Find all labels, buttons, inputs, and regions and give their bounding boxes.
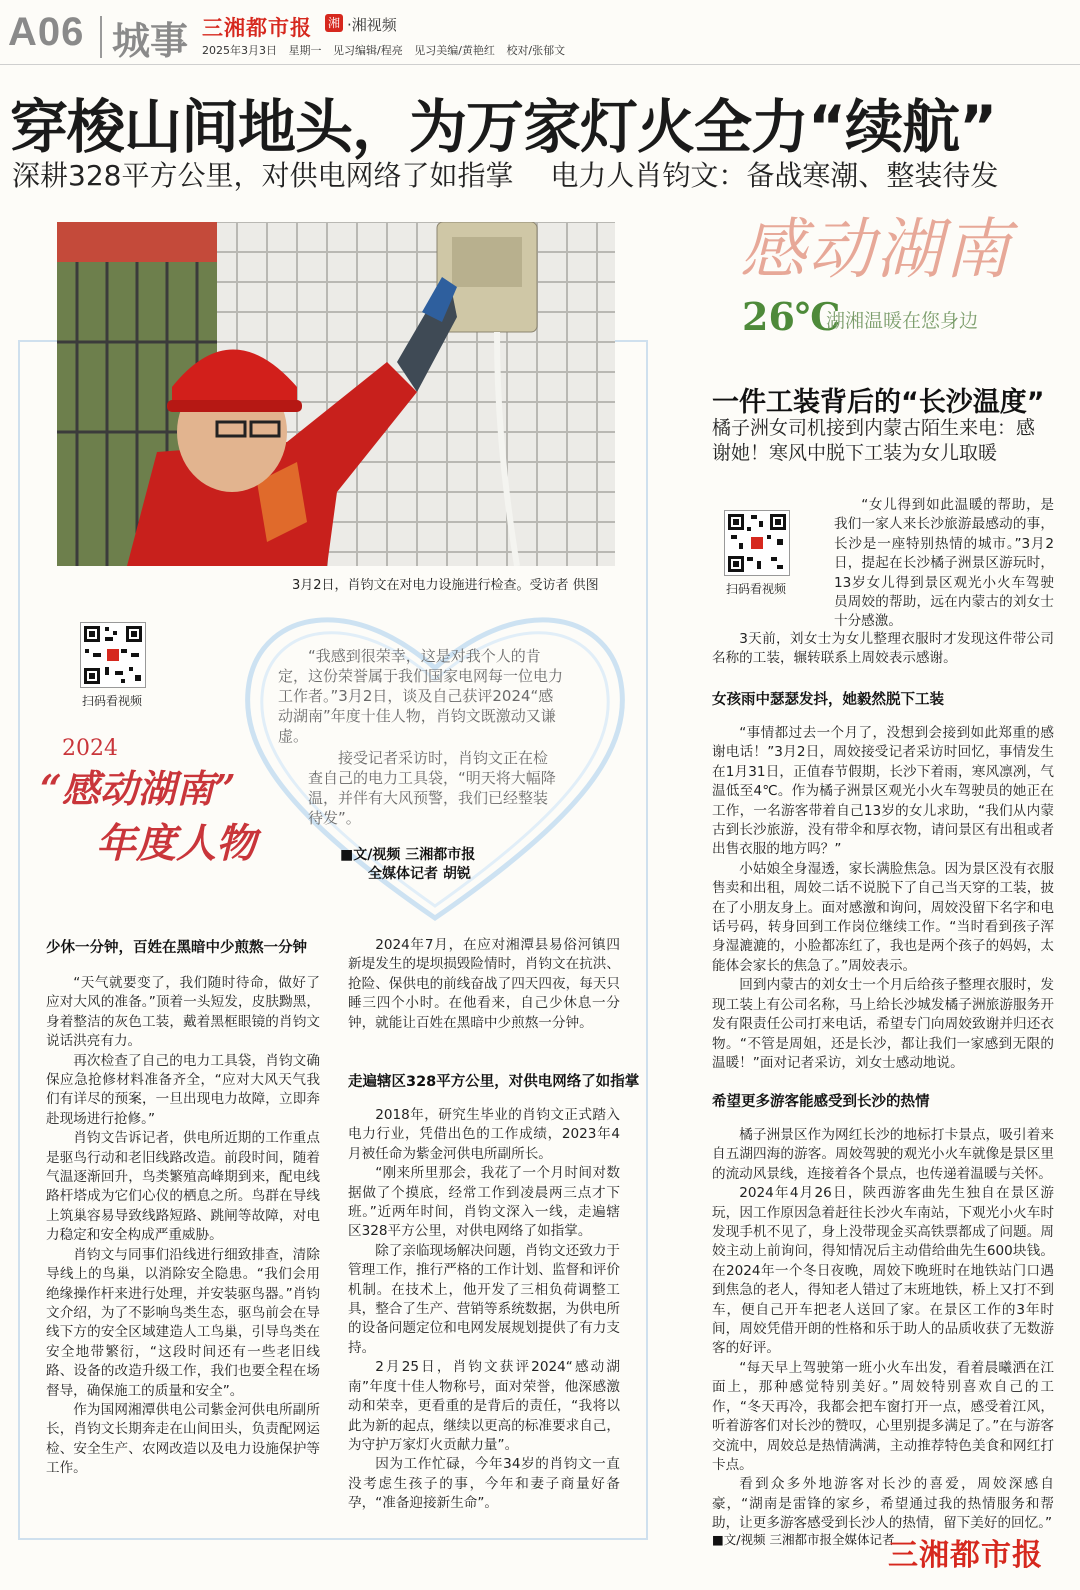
paragraph: 肖钧文告诉记者，供电所近期的工作重点是驱鸟行动和老旧线路改造。前段时间，随着气温逐渐回升，鸟类繁殖高峰期到来，配电线路杆塔成为它们心仪的栖息之所。鸟群在导线上筑巢容易导致线路短路、跳闸等故障，对电力稳定和安全构成严重威胁。 xyxy=(46,1130,320,1244)
paragraph: “每天早上驾驶第一班小火车出发，看着晨曦洒在江面上，那种感觉特别美好。”周姣特别喜欢自己的工作，“冬天再冷，我都会把车窗打开一点，感受着江风，听着游客们对长沙的赞叹，心里别提多满足了。”在与游客交流中，周姣总是热情满满，主动推荐特色美食和网红打卡点。 xyxy=(712,1359,1054,1473)
page-number: A06 xyxy=(8,10,85,54)
issue-proofreader: 校对/张郁文 xyxy=(506,44,566,57)
column-title-art: 感动湖南 xyxy=(740,211,1012,288)
subheadline xyxy=(12,154,1026,194)
issue-weekday: 星期一 xyxy=(288,44,322,57)
issue-editor: 见习编辑/程亮 xyxy=(333,44,403,57)
masthead-divider xyxy=(100,16,102,58)
paragraph: 看到众多外地游客对长沙的喜爱，周姣深感自豪，“湖南是雷锋的家乡，希望通过我的热情服务和帮助，让更多游客感受到长沙人的热情，留下美好的回忆。” xyxy=(712,1476,1054,1532)
left-column-2b xyxy=(348,1106,620,1514)
subheadline-part2: 电力人肖钧文：备战寒潮、整装待发 xyxy=(550,159,999,192)
paragraph: 2018年，研究生毕业的肖钧文正式踏入电力行业，凭借出色的工作成绩，2023年4月被任命为紫金河供电所副所长。 xyxy=(348,1107,620,1162)
right-headline: 一件工装背后的“长沙温度” xyxy=(712,387,1045,418)
right-intro xyxy=(834,496,1054,632)
qr-code-icon xyxy=(81,623,145,687)
award-logo xyxy=(36,736,266,886)
left-column-2a xyxy=(348,936,620,1033)
photo-caption: 3月2日，肖钧文在对电力设施进行检查。受访者 供图 xyxy=(292,578,599,593)
brand-video-label: ·湘视频 xyxy=(347,16,397,34)
byline-line2: 全媒体记者 胡锐 xyxy=(368,866,471,882)
paragraph: “女儿得到如此温暖的帮助，是我们一家人来长沙旅游最感动的事，长沙是一座特别热情的城市。”3月2日，提起在长沙橘子洲景区游玩时，13岁女儿得到景区观光小火车驾驶员周姣的帮助，远在内蒙古的刘女士十分感激。 xyxy=(834,497,1054,630)
paragraph: “刚来所里那会，我花了一个月时间对数据做了个摸底，经常工作到凌晨两三点才下班。”近两年时间，肖钧文深入一线，走遍辖区328平方公里，对供电网络了如指掌。 xyxy=(348,1165,620,1240)
brand-mark-icon: 湘 xyxy=(325,14,343,32)
brand-logo: 三湘都市报 xyxy=(202,16,312,40)
masthead-rule xyxy=(0,64,1080,65)
award-title: 年度人物 xyxy=(96,820,256,867)
headline: 穿梭山间地头，为万家灯火全力“续航” xyxy=(10,93,997,161)
paragraph: 肖钧文与同事们沿线进行细致排查，清除导线上的鸟巢，以消除安全隐患。“我们会用绝缘操作杆来进行处理，并安装驱鸟器。”肖钧文介绍，为了不影响鸟类生态，驱鸟前会在导线下方的安全区域建造人工鸟巢，引导鸟类在安全地带繁衍，“这段时间还有一些老旧线路、设备的改造升级工作，我们也要全程在场督导，确保施工的质量和安全”。 xyxy=(46,1246,320,1399)
paragraph: 橘子洲景区作为网红长沙的地标打卡景点，吸引着来自五湖四海的游客。周姣驾驶的观光小火车就像是景区里的流动风景线，连接着各个景点，也传递着温暖与关怀。 xyxy=(712,1127,1054,1182)
left-column-1 xyxy=(46,974,320,1479)
subheadline-part1: 深耕328平方公里，对供电网络了如指掌 xyxy=(12,159,514,192)
qr-code-left[interactable] xyxy=(80,622,146,688)
bottom-brand-logo: 三湘都市报 xyxy=(888,1538,1043,1573)
right-body-1 xyxy=(712,724,1054,1073)
worker-photo xyxy=(57,222,615,566)
paragraph: 除了亲临现场解决问题，肖钧文还致力于管理工作，推行严格的工作计划、监督和评价机制。在技术上，他开发了三相负荷调整工具，整合了生产、营销等系统数据，为供电所的设备问题定位和电网发展规划提供了有力支持。 xyxy=(348,1242,620,1356)
issue-info xyxy=(202,42,573,58)
qr-label-left: 扫码看视频 xyxy=(82,694,143,708)
qr-label-right: 扫码看视频 xyxy=(726,582,787,596)
award-name: “感动湖南” xyxy=(40,766,236,811)
intro-paragraph: “我感到很荣幸，这是对我个人的肯定，这份荣誉属于我们国家电网每一位电力工作者。”3月2日，谈及自己获评2024“感动湖南”年度十佳人物，肖钧文既激动又谦虚。 xyxy=(278,647,564,745)
right-subhead-1: 女孩雨中瑟瑟发抖，她毅然脱下工装 xyxy=(712,692,944,708)
paragraph: 小姑娘全身湿透，家长满脸焦急。因为景区没有衣服售卖和出租，周姣二话不说脱下了自己当天穿的工装，披在了小朋友身上。面对感激和询问，周姣没留下名字和电话号码，转身回到工作岗位继续工作。“当时看到孩子浑身湿漉漉的，小脸都冻红了，我也是两个孩子的妈妈，太能体会家长的焦急了。”周姣表示。 xyxy=(712,860,1054,974)
paragraph: 再次检查了自己的电力工具袋，肖钧文确保应急抢修材料准备齐全，“应对大风天气我们有详尽的预案，一旦出现电力故障，立即奔赴现场进行抢修。” xyxy=(46,1052,320,1127)
right-body-2 xyxy=(712,1126,1054,1534)
byline-line1: ■文/视频 三湘都市报 xyxy=(340,847,476,863)
paragraph: 2024年7月，在应对湘潭县易俗河镇四新堤发生的堤坝损毁险情时，肖钧文在抗洪、抢险、保供电的前线奋战了四天四夜，每天只睡三四个小时。在他看来，自己少休息一分钟，就能让百姓在黑暗中少煎熬一分钟。 xyxy=(348,937,620,1031)
paragraph: 因为工作忙碌，今年34岁的肖钧文一直没考虑生孩子的事，今年和妻子商量好备孕，“准备迎接新生命”。 xyxy=(348,1456,620,1512)
qr-code-right[interactable] xyxy=(724,510,790,576)
award-year: 2024 xyxy=(62,736,118,761)
right-subheadline: 橘子洲女司机接到内蒙古陌生来电：感谢她！寒风中脱下工装为女儿取暖 xyxy=(712,417,1036,464)
qr-code-icon xyxy=(725,511,789,575)
paragraph: “天气就要变了，我们随时待命，做好了应对大风的准备。”顶着一头短发，皮肤黝黑，身着整洁的灰色工装，戴着黑框眼镜的肖钧文说话洪亮有力。 xyxy=(46,975,320,1050)
left-subhead-1: 少休一分钟，百姓在黑暗中少煎熬一分钟 xyxy=(46,940,307,956)
right-subhead-2: 希望更多游客能感受到长沙的热情 xyxy=(712,1094,930,1110)
paragraph: 回到内蒙古的刘女士一个月后给孩子整理衣服时，发现工装上有公司名称，马上给长沙城发橘子洲旅游服务开发有限责任公司打来电话，希望专门向周姣致谢并归还衣物。“不管是周姐，还是长沙，都让我们一家感到无限的温暖！”面对记者采访，刘女士感动地说。 xyxy=(712,977,1054,1071)
byline xyxy=(340,846,475,884)
issue-art-editor: 见习美编/黄艳红 xyxy=(414,44,495,57)
issue-date: 2025年3月3日 xyxy=(202,44,277,57)
paragraph: “事情都过去一个月了，没想到会接到如此郑重的感谢电话！”3月2日，周姣接受记者采访时回忆，事情发生在1月31日，正值春节假期，长沙下着雨，寒风凛冽，气温低至4℃。作为橘子洲景区观光小火车驾驶员的她正在工作，一名游客带着自己13岁的女儿求助，“我们从内蒙古到长沙旅游，没有带伞和厚衣物，请问景区有出租或者出售衣服的地方吗？” xyxy=(712,725,1054,858)
left-subhead-2: 走遍辖区328平方公里，对供电网络了如指掌 xyxy=(348,1074,640,1090)
worker-photo-illustration xyxy=(57,222,615,566)
right-byline: ■文/视频 三湘都市报全媒体记者 xyxy=(712,1532,895,1547)
intro-paragraph-2: 接受记者采访时，肖钧文正在检查自己的电力工具袋，“明天将大幅降温，并伴有大风预警，我们已经整装待发”。 xyxy=(308,749,556,827)
column-temperature: 26℃ xyxy=(742,294,841,339)
paragraph: 2月25日，肖钧文获评2024“感动湖南”年度十佳人物称号，面对荣誉，他深感激动和荣幸，更看重的是背后的责任，“我将以此为新的起点，继续以更高的标准要求自己，为守护万家灯火贡献力量”。 xyxy=(348,1359,620,1453)
right-para-0 xyxy=(712,630,1054,669)
paragraph: 3天前，刘女士为女儿整理衣服时才发现这件带公司名称的工装，辗转联系上周姣表示感谢。 xyxy=(712,631,1054,667)
paragraph: 2024年4月26日，陕西游客曲先生独自在景区游玩，因工作原因急着赶往长沙火车南站，下观光小火车时发现手机不见了，身上没带现金买高铁票都成了问题。周姣主动上前询问，得知情况后主动借给曲先生600块钱。在2024年一个冬日夜晚，周姣下晚班时在地铁站门口遇到焦急的老人，得知老人错过了末班地铁，桥上又打不到车，便自己开车把老人送回了家。在景区工作的3年时间，周姣凭借开朗的性格和乐于助人的品质收获了无数游客的好评。 xyxy=(712,1185,1054,1357)
column-tagline: 湖湘温暖在您身边 xyxy=(826,310,979,332)
section-name: 城事 xyxy=(112,18,189,63)
paragraph: 作为国网湘潭供电公司紫金河供电所副所长，肖钧文长期奔走在山间田头，负责配网运检、安全生产、农网改造以及电力设施保护等工作。 xyxy=(46,1401,320,1477)
